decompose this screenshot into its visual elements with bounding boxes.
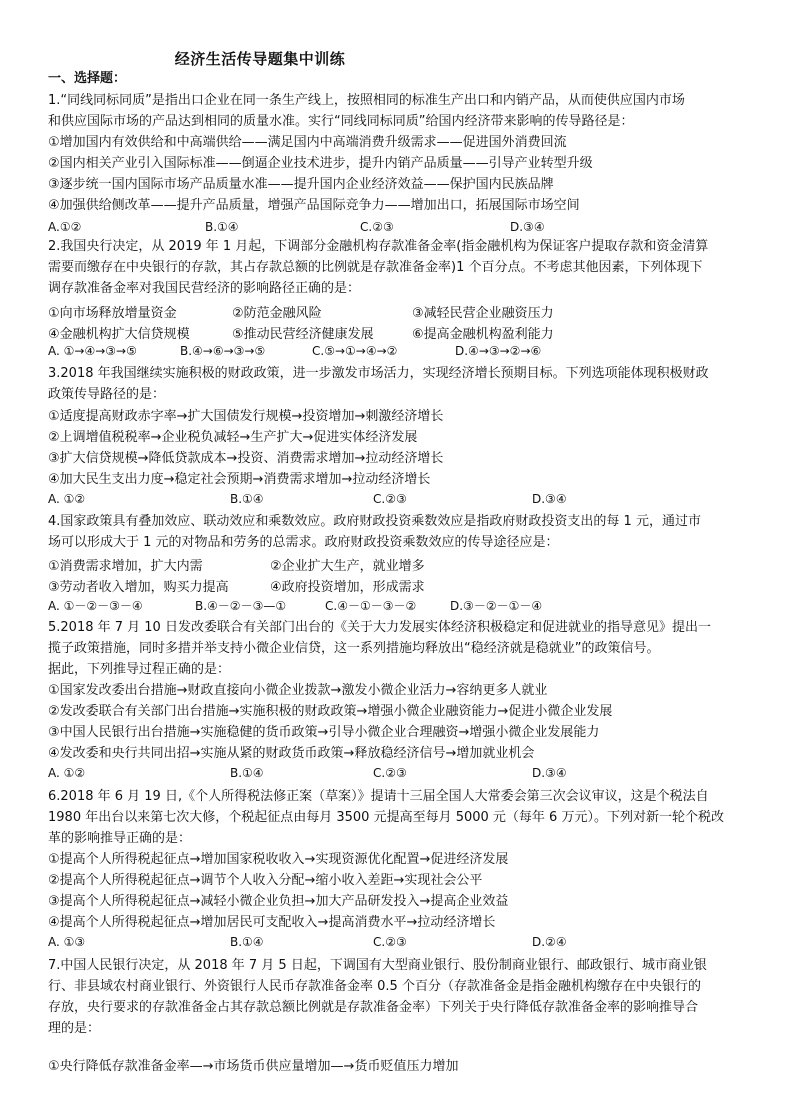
q3-option-d: D.③④ xyxy=(532,492,567,506)
q5-item: ③中国人民银行出台措施→实施稳健的货币政策→引导小微企业合理融资→增强小微企业发展能力 xyxy=(48,725,600,740)
q1-stem-line: 和供应国际市场的产品达到相同的质量水准。实行“同线同标同质”给国内经济带来影响的传导路径是： xyxy=(48,114,634,129)
q4-item: ③劳动者收入增加，购买力提高 xyxy=(48,580,229,595)
q2-item: ⑤推动民营经济健康发展 xyxy=(232,327,374,342)
q3-item: ③扩大信贷规模→降低贷款成本→投资、消费需求增加→拉动经济增长 xyxy=(48,451,444,466)
q1-stem-line: 1.“同线同标同质”是指出口企业在同一条生产线上，按照相同的标准生产出口和内销产品，从而使供应国内市场 xyxy=(48,93,685,108)
q2-item: ⑥提高金融机构盈利能力 xyxy=(412,327,554,342)
q6-stem-line: 6.2018 年 6 月 19 日,《个人所得税法修正案（草案）》提请十三届全国人大常委会第三次会议审议，这是个税法自 xyxy=(48,789,709,804)
q1-item: ②国内相关产业引入国际标准——倒逼企业技术进步，提升内销产品质量——引导产业转型升级 xyxy=(48,156,593,171)
q5-stem-line: 揽子政策措施，同时多措并举支持小微企业信贷，这一系列措施均释放出“稳经济就是稳就业”的政策信号。 xyxy=(48,641,660,656)
q1-item: ①增加国内有效供给和中高端供给——满足国内中高端消费升级需求——促进国外消费回流 xyxy=(48,135,567,150)
q2-stem-line: 2.我国央行决定，从 2019 年 1 月起，下调部分金融机构存款准备金率(指金融机构为保证客户提取存款和资金清算 xyxy=(48,239,709,254)
q4-option-a: A. ①－②－③－④ xyxy=(48,599,143,613)
q6-stem-line: 1980 年出台以来第七次大修，个税起征点由每月 3500 元提高至每月 5000 元（每年 6 万元）。下列对新一轮个税改 xyxy=(48,810,724,825)
q5-option-a: A. ①② xyxy=(48,766,86,780)
q3-item: ①适度提高财政赤字率→扩大国债发行规模→投资增加→刺激经济增长 xyxy=(48,409,444,424)
q3-item: ④加大民生支出力度→稳定社会预期→消费需求增加→拉动经济增长 xyxy=(48,472,431,487)
q4-stem-line: 场可以形成大于 1 元的对物品和劳务的总需求。政府财政投资乘数效应的传导途径应是： xyxy=(48,535,559,550)
q6-item: ①提高个人所得税起征点→增加国家税收收入→实现资源优化配置→促进经济发展 xyxy=(48,852,509,867)
q1-option-c: C.②③ xyxy=(360,220,394,234)
q1-item: ③逐步统一国内国际市场产品质量水准——提升国内企业经济效益——保护国内民族品牌 xyxy=(48,177,554,192)
q7-stem-line: 存放，央行要求的存款准备金占其存款总额比例就是存款准备金率）下列关于央行降低存款准备金率的影响推导合 xyxy=(48,1000,699,1015)
q6-item: ③提高个人所得税起征点→减轻小微企业负担→加大产品研发投入→提高企业效益 xyxy=(48,894,509,909)
q1-option-a: A.①② xyxy=(48,220,82,234)
q4-stem-line: 4.国家政策具有叠加效应、联动效应和乘数效应。政府财政投资乘数效应是指政府财政投资支出的每 1 元，通过市 xyxy=(48,514,701,529)
q2-option-d: D.④→③→②→⑥ xyxy=(455,344,542,358)
q5-item: ②发改委联合有关部门出台措施→实施积极的财政政策→增强小微企业融资能力→促进小微企业发展 xyxy=(48,704,613,719)
q3-item: ②上调增值税税率→企业税负减轻→生产扩大→促进实体经济发展 xyxy=(48,430,418,445)
q6-option-a: A. ①③ xyxy=(48,935,86,949)
q1-item: ④加强供给侧改革——提升产品质量，增强产品国际竞争力——增加出口，拓展国际市场空间 xyxy=(48,198,580,213)
q2-stem-line: 调存款准备金率对我国民营经济的影响路径正确的是： xyxy=(48,281,361,296)
q5-item: ④发改委和央行共同出招→实施从紧的财政货币政策→释放稳经济信号→增加就业机会 xyxy=(48,746,535,761)
q6-option-d: D.②④ xyxy=(532,935,567,949)
q6-item: ②提高个人所得税起征点→调节个人收入分配→缩小收入差距→实现社会公平 xyxy=(48,873,483,888)
q4-option-b: B.④－②－③—① xyxy=(195,599,287,613)
q5-stem-line: 5.2018 年 7 月 10 日发改委联合有关部门出台的《关于大力发展实体经济积极稳定和促进就业的指导意见》提出一 xyxy=(48,620,711,635)
q7-stem-line: 理的是： xyxy=(48,1021,101,1036)
q3-stem-line: 3.2018 年我国继续实施积极的财政政策，进一步激发市场活力，实现经济增长预期目标。下列选项能体现积极财政 xyxy=(48,366,709,381)
q7-stem-line: 7.中国人民银行决定，从 2018 年 7 月 5 日起，下调国有大型商业银行、股份制商业银行、邮政银行、城市商业银 xyxy=(48,958,707,973)
q6-option-c: C.②③ xyxy=(373,935,407,949)
q2-item: ③减轻民营企业融资压力 xyxy=(412,306,554,321)
q2-option-c: C.⑤→①→④→② xyxy=(312,344,398,358)
page-title: 经济生活传导题集中训练 xyxy=(174,50,346,68)
q6-item: ④提高个人所得税起征点→增加居民可支配收入→提高消费水平→拉动经济增长 xyxy=(48,915,496,930)
q3-option-a: A. ①② xyxy=(48,492,86,506)
q4-item: ①消费需求增加，扩大内需 xyxy=(48,559,203,574)
q2-item: ①向市场释放增量资金 xyxy=(48,306,177,321)
q3-stem-line: 政策传导路径的是： xyxy=(48,387,166,402)
q3-option-b: B.①④ xyxy=(230,492,264,506)
q4-item: ②企业扩大生产，就业增多 xyxy=(270,559,425,574)
section-heading: 一、选择题： xyxy=(48,71,127,86)
q4-option-d: D.③－②－①－④ xyxy=(450,599,543,613)
q1-option-b: B.①④ xyxy=(205,220,239,234)
q7-stem-line: 行、非县域农村商业银行、外资银行人民币存款准备金率 0.5 个百分（存款准备金是指金融机构缴存在中央银行的 xyxy=(48,979,701,994)
q4-item: ④政府投资增加，形成需求 xyxy=(270,580,425,595)
q5-option-b: B.①④ xyxy=(230,766,264,780)
q2-option-b: B.④→⑥→③→⑤ xyxy=(180,344,266,358)
q1-option-d: D.③④ xyxy=(510,220,545,234)
q5-option-d: D.③④ xyxy=(532,766,567,780)
q6-option-b: B.①④ xyxy=(230,935,264,949)
q6-stem-line: 革的影响推导正确的是： xyxy=(48,831,192,846)
q3-option-c: C.②③ xyxy=(373,492,407,506)
q5-option-c: C.②③ xyxy=(373,766,407,780)
q5-item: ①国家发改委出台措施→财政直接向小微企业拨款→激发小微企业活力→容纳更多人就业 xyxy=(48,683,548,698)
q4-option-c: C.④－①－③－② xyxy=(325,599,417,613)
q7-item: ①央行降低存款准备金率—→市场货币供应量增加—→货币贬值压力增加 xyxy=(48,1059,459,1074)
q5-stem-line: 据此，下列推导过程正确的是： xyxy=(48,662,231,677)
q2-option-a: A. ①→④→③→⑤ xyxy=(48,344,137,358)
q2-item: ④金融机构扩大信贷规模 xyxy=(48,327,190,342)
q2-item: ②防范金融风险 xyxy=(232,306,322,321)
q2-stem-line: 需要而缴存在中央银行的存款，其占存款总额的比例就是存款准备金率)1 个百分点。不考虑其他因素，下列体现下 xyxy=(48,260,703,275)
